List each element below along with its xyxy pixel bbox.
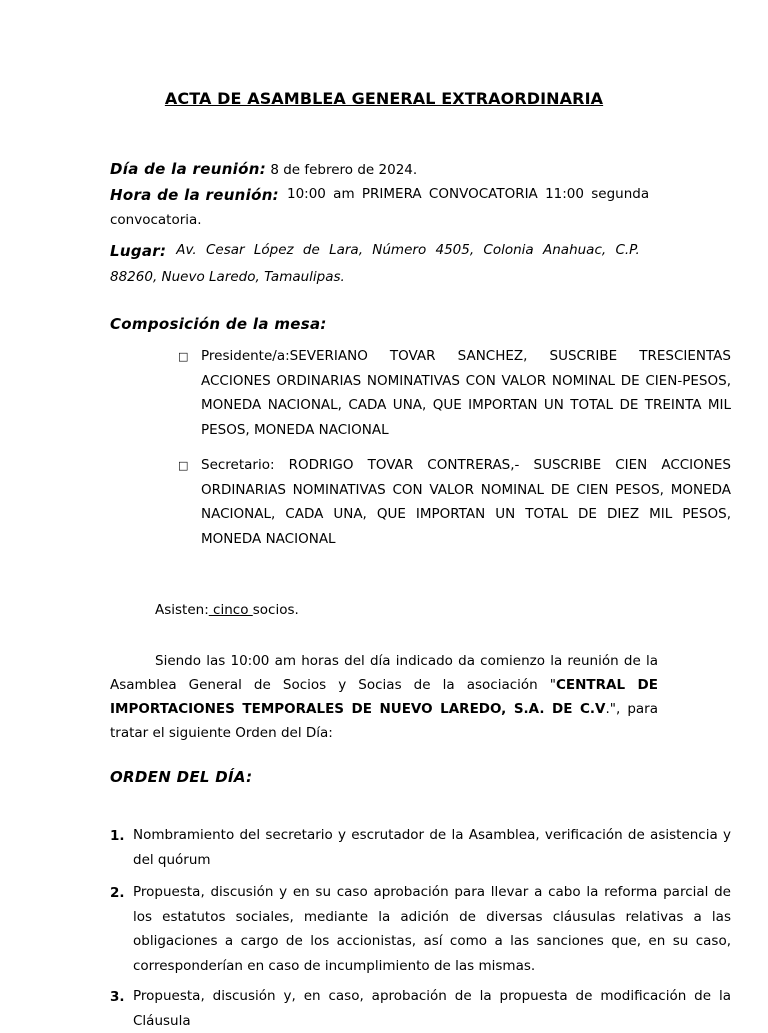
attendance-value: cinco xyxy=(208,602,253,618)
intro-text-end: .", para tratar el siguiente Orden del Día: xyxy=(110,701,658,741)
square-bullet-icon: □ xyxy=(178,350,189,363)
square-bullet-icon: □ xyxy=(178,459,189,472)
time-value: 10:00 am PRIMERA CONVOCATORIA 11:00 segunda xyxy=(286,186,650,202)
time-label: Hora de la reunión: xyxy=(110,186,279,204)
attendance-suffix: socios. xyxy=(252,602,299,618)
time-value-wrap xyxy=(287,186,658,204)
intro-text-start: Siendo las 10:00 am horas del día indicado da comienzo la reunión de la Asamblea General de Socios y Socias de la asociación " xyxy=(110,653,658,693)
agenda-item-number: 3. xyxy=(110,989,125,1005)
company-name: CENTRAL DE IMPORTACIONES TEMPORALES DE NUEVO LAREDO, S.A. DE C.V xyxy=(110,677,658,717)
agenda-heading: ORDEN DEL DÍA: xyxy=(110,768,253,786)
document-title: ACTA DE ASAMBLEA GENERAL EXTRAORDINARIA xyxy=(164,89,604,108)
meeting-date xyxy=(110,160,417,178)
place-label: Lugar: xyxy=(110,242,167,260)
attendance-label: Asisten: xyxy=(155,602,209,618)
attendance xyxy=(155,602,299,618)
board-heading: Composición de la mesa: xyxy=(110,315,327,333)
board-member-president: Presidente/a:SEVERIANO TOVAR SANCHEZ, SUSCRIBE TRESCIENTAS ACCIONES ORDINARIAS NOMINATIVAS CON VALOR NOMINAL DE CIEN-PESOS, MONEDA NACIONAL, CADA UNA, QUE IMPORTAN UN TOTAL DE TREINTA MIL PESOS, MONEDA NACIONAL xyxy=(201,348,731,438)
board-member-secretary: Secretario: RODRIGO TOVAR CONTRERAS,- SUSCRIBE CIEN ACCIONES ORDINARIAS NOMINATIVAS CON VALOR NOMINAL DE CIEN PESOS, MONEDA NACIONAL, CADA UNA, QUE IMPORTAN UN TOTAL DE DIEZ MIL PESOS, MONEDA NACIONAL xyxy=(201,457,731,547)
meeting-place xyxy=(110,242,658,260)
place-value-cont: 88260, Nuevo Laredo, Tamaulipas. xyxy=(110,269,345,285)
meeting-time xyxy=(110,186,658,204)
agenda-item-text: Propuesta, discusión y en su caso aprobación para llevar a cabo la reforma parcial de los estatutos sociales, mediante la adición de diversas cláusulas relativas a las obligaciones a cargo de los accionistas, así como a las sanciones que, en su caso, corresponderían en caso de incumplimiento de las mismas. xyxy=(133,884,731,974)
time-value-cont: convocatoria. xyxy=(110,212,202,228)
agenda-item-text: Propuesta, discusión y, en caso, aprobación de la propuesta de modificación de la Cláusula xyxy=(133,988,731,1029)
place-value: Av. Cesar López de Lara, Número 4505, Colonia Anahuac, C.P. xyxy=(176,242,640,258)
date-label: Día de la reunión: xyxy=(110,160,267,178)
date-value: 8 de febrero de 2024. xyxy=(270,162,418,178)
agenda-item-number: 2. xyxy=(110,885,125,901)
agenda-item-number: 1. xyxy=(110,828,125,844)
intro-paragraph xyxy=(110,649,658,745)
agenda-item-text: Nombramiento del secretario y escrutador de la Asamblea, verificación de asistencia y del quórum xyxy=(133,827,731,868)
